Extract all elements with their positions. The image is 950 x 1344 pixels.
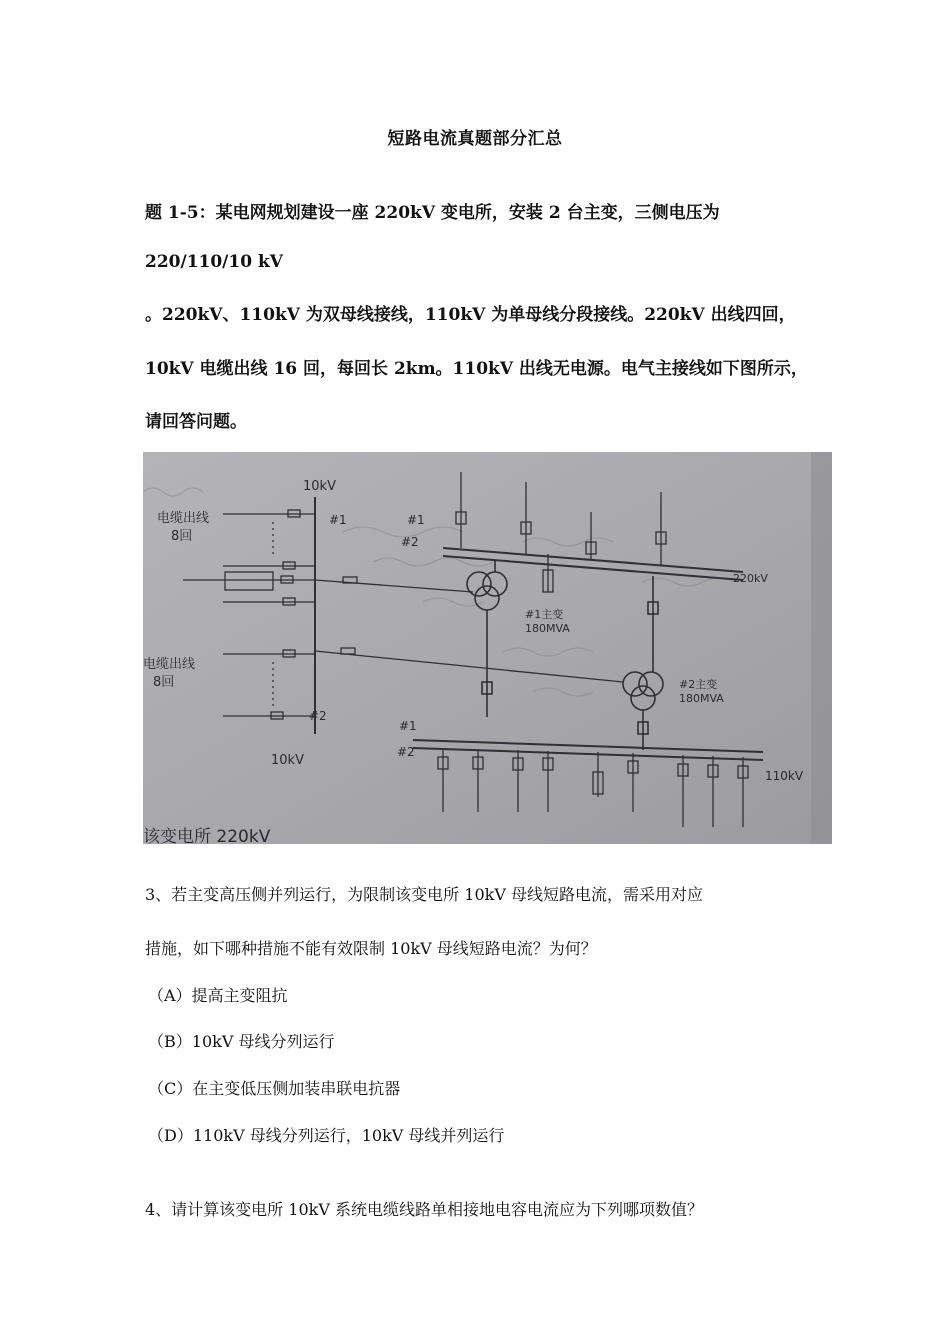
page-title: 短路电流真题部分汇总: [387, 129, 563, 149]
label-transformer-2-rating: 180MVA: [679, 692, 724, 705]
label-transformer-1-name: #1主变: [525, 608, 564, 621]
label-cable-out-top: 电缆出线: [157, 511, 210, 526]
intro-line-1: 题 1-5：某电网规划建设一座 220kV 变电所，安装 2 台主变，三侧电压为: [145, 203, 720, 223]
intro-line-3: 。220kV、110kV 为双母线接线，110kV 为单母线分段接线。220kV 出线四回，: [145, 305, 796, 325]
q3-line-1: 3、若主变高压侧并列运行，为限制该变电所 10kV 母线短路电流，需采用对应: [145, 885, 703, 904]
label-110kv: 110kV: [765, 769, 804, 783]
label-cable-out-bottom: 电缆出线: [143, 657, 196, 672]
label-110kv-bus-2: #2: [397, 745, 415, 759]
label-cable-out-bottom-count: 8回: [153, 675, 175, 690]
label-transformer-1-rating: 180MVA: [525, 622, 570, 635]
label-10kv-bus-1: #1: [329, 513, 347, 527]
main-wiring-diagram: [143, 452, 832, 844]
label-110kv-bus-1: #1: [399, 719, 417, 733]
intro-line-2: 220/110/10 kV: [145, 252, 283, 272]
label-bottom-cut-text: 该变电所 220kV: [143, 827, 271, 844]
label-220kv: 220kV: [733, 572, 768, 585]
q3-option-b: （B）10kV 母线分列运行: [148, 1032, 335, 1051]
intro-line-5: 请回答问题。: [145, 412, 247, 432]
page-edge-shadow: [811, 452, 832, 844]
q3-line-2: 措施，如下哪种措施不能有效限制 10kV 母线短路电流？为何？: [145, 939, 597, 958]
label-220kv-bus-2: #2: [401, 535, 419, 549]
label-transformer-2-name: #2主变: [679, 678, 718, 691]
intro-line-4: 10kV 电缆出线 16 回，每回长 2km。110kV 出线无电源。电气主接线如下图所示，: [145, 359, 808, 379]
wiring-diagram-photo: [143, 452, 832, 844]
label-10kv-bottom: 10kV: [271, 753, 304, 768]
label-10kv-bus-2: #2: [309, 709, 327, 723]
q3-option-a: （A）提高主变阻抗: [148, 986, 288, 1005]
q3-option-c: （C）在主变低压侧加装串联电抗器: [148, 1079, 401, 1098]
q3-option-d: （D）110kV 母线分列运行，10kV 母线并列运行: [148, 1126, 505, 1145]
label-220kv-bus-1: #1: [407, 513, 425, 527]
label-10kv-top: 10kV: [303, 479, 336, 494]
q4-line-1: 4、请计算该变电所 10kV 系统电缆线路单相接地电容电流应为下列哪项数值？: [145, 1200, 703, 1219]
label-cable-out-top-count: 8回: [171, 529, 193, 544]
